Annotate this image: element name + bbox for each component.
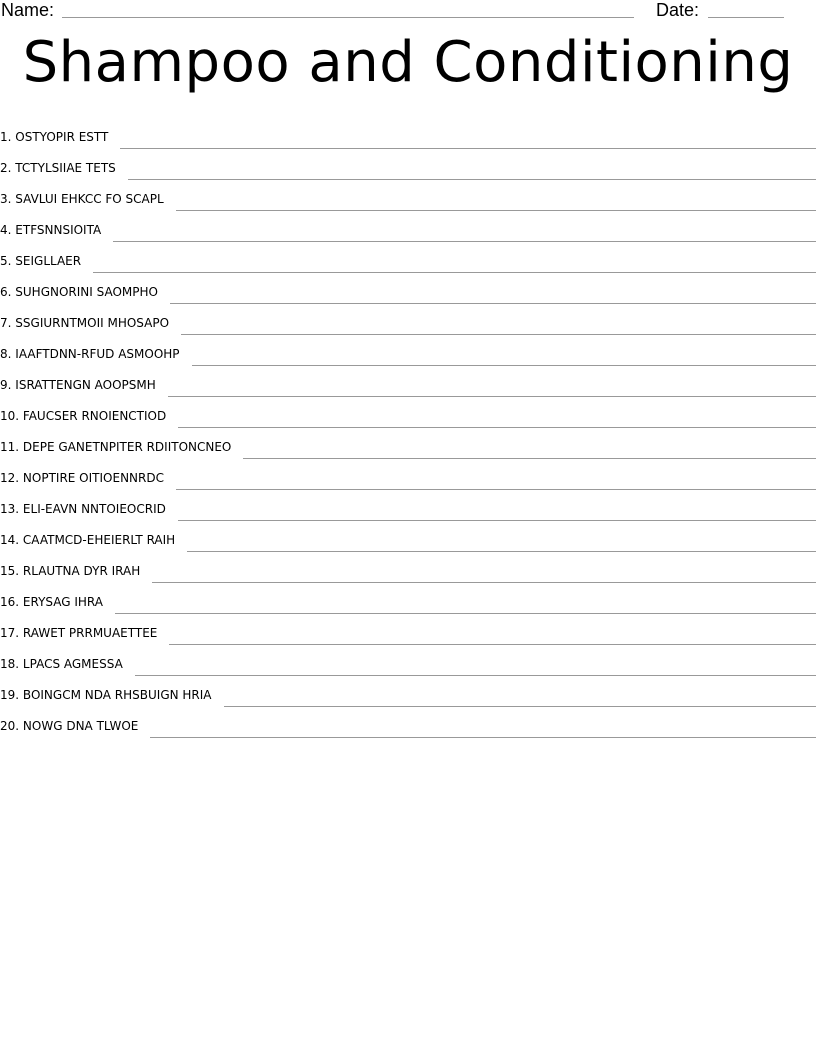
scrambled-word [0, 408, 178, 424]
answer-line[interactable] [135, 675, 816, 676]
scrambled-text: ELI-EAVN NNTOIEOCRID [22, 502, 166, 516]
item-number: 16. [0, 595, 20, 609]
scramble-list [0, 112, 816, 732]
answer-line[interactable] [176, 210, 816, 211]
answer-line[interactable] [169, 644, 816, 645]
answer-line[interactable] [152, 582, 816, 583]
scrambled-word [0, 346, 192, 362]
date-label: Date: [656, 0, 700, 20]
answer-line[interactable] [176, 489, 816, 490]
answer-line[interactable] [187, 551, 816, 552]
item-number: 12. [0, 471, 20, 485]
answer-line[interactable] [243, 458, 816, 459]
scrambled-text: ETFSNNSIOITA [15, 223, 102, 237]
scrambled-word [0, 253, 93, 269]
scrambled-text: FAUCSER RNOIENCTIOD [22, 409, 167, 423]
list-item [0, 112, 816, 143]
item-number: 10. [0, 409, 20, 423]
item-number: 17. [0, 626, 20, 640]
scrambled-word [0, 718, 150, 734]
scrambled-word [0, 191, 176, 207]
scrambled-word [0, 315, 181, 331]
scrambled-text: BOINGCM NDA RHSBUIGN HRIA [22, 688, 212, 702]
item-number: 9. [0, 378, 12, 392]
scrambled-text: RAWET PRRMUAETTEE [22, 626, 158, 640]
item-number: 14. [0, 533, 20, 547]
scrambled-text: RLAUTNA DYR IRAH [22, 564, 141, 578]
answer-line[interactable] [170, 303, 816, 304]
scrambled-word [0, 687, 224, 703]
scrambled-text: SEIGLLAER [15, 254, 82, 268]
scrambled-text: OSTYOPIR ESTT [15, 130, 109, 144]
scrambled-text: LPACS AGMESSA [22, 657, 123, 671]
item-number: 13. [0, 502, 20, 516]
scrambled-word [0, 563, 152, 579]
item-number: 8. [0, 347, 12, 361]
scrambled-word [0, 160, 128, 176]
scrambled-word [0, 377, 168, 393]
item-number: 4. [0, 223, 12, 237]
scrambled-text: TCTYLSIIAE TETS [15, 161, 116, 175]
scrambled-text: NOPTIRE OITIOENNRDC [22, 471, 164, 485]
scrambled-word [0, 284, 170, 300]
item-number: 20. [0, 719, 20, 733]
answer-line[interactable] [113, 241, 816, 242]
item-number: 5. [0, 254, 12, 268]
scrambled-word [0, 439, 243, 455]
answer-line[interactable] [192, 365, 816, 366]
scrambled-text: ERYSAG IHRA [22, 595, 103, 609]
answer-line[interactable] [93, 272, 816, 273]
answer-line[interactable] [115, 613, 816, 614]
item-number: 19. [0, 688, 20, 702]
scrambled-text: CAATMCD-EHEIERLT RAIH [22, 533, 176, 547]
answer-line[interactable] [178, 427, 816, 428]
item-number: 15. [0, 564, 20, 578]
answer-line[interactable] [120, 148, 816, 149]
item-number: 1. [0, 130, 12, 144]
scrambled-text: SAVLUI EHKCC FO SCAPL [15, 192, 164, 206]
scrambled-text: SSGIURNTMOII MHOSAPO [15, 316, 170, 330]
item-number: 2. [0, 161, 12, 175]
item-number: 7. [0, 316, 12, 330]
answer-line[interactable] [128, 179, 816, 180]
item-number: 18. [0, 657, 20, 671]
scrambled-text: SUHGNORINI SAOMPHO [15, 285, 158, 299]
scrambled-text: ISRATTENGN AOOPSMH [15, 378, 156, 392]
header [0, 0, 816, 22]
scrambled-text: DEPE GANETNPITER RDIITONCNEO [22, 440, 232, 454]
name-label: Name: [1, 0, 55, 20]
scrambled-word [0, 594, 115, 610]
item-number: 6. [0, 285, 12, 299]
answer-line[interactable] [168, 396, 816, 397]
name-field[interactable] [62, 17, 634, 18]
item-number: 11. [0, 440, 20, 454]
scrambled-word [0, 625, 169, 641]
scrambled-word [0, 532, 187, 548]
answer-line[interactable] [224, 706, 816, 707]
date-field[interactable] [708, 17, 784, 18]
scrambled-word [0, 129, 120, 145]
item-number: 3. [0, 192, 12, 206]
scrambled-word [0, 222, 113, 238]
scrambled-text: NOWG DNA TLWOE [22, 719, 139, 733]
scrambled-word [0, 501, 178, 517]
scrambled-word [0, 470, 176, 486]
answer-line[interactable] [150, 737, 816, 738]
scrambled-word [0, 656, 135, 672]
page-title: Shampoo and Conditioning [22, 30, 794, 95]
scrambled-text: IAAFTDNN-RFUD ASMOOHP [15, 347, 180, 361]
answer-line[interactable] [181, 334, 816, 335]
answer-line[interactable] [178, 520, 816, 521]
